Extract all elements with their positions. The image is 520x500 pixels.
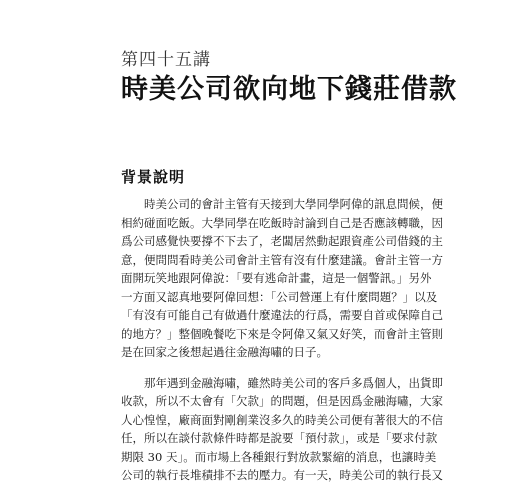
body-text: [121, 195, 443, 497]
text-line: 相約碰面吃飯。大學同學在吃飯時討論到自己是否應該轉職，因: [121, 215, 443, 230]
chapter-title: 時美公司欲向地下錢莊借款: [121, 74, 457, 105]
text-line: 任，所以在談付款條件時都是說要「預付款」，或是「要求付款: [121, 431, 438, 445]
section-heading: 背景說明: [121, 168, 186, 186]
text-line: 爲公司感覺快要撐不下去了，老闆居然動起跟資產公司借錢的主: [121, 234, 443, 248]
text-line: 人心惶惶，廠商面對剛創業沒多久的時美公司便有著很大的不信: [121, 412, 443, 427]
text-line: 面開玩笑地跟阿偉說：「要有逃命計畫，這是一個警訊。」另外: [121, 271, 432, 285]
text-line: 收款，所以不太會有「欠款」的問題，但是因爲金融海嘯，大家: [121, 394, 443, 408]
text-line: 是在回家之後想起過往金融海嘯的日子。: [121, 345, 328, 359]
text-line: 那年遇到金融海嘯，雖然時美公司的客戶多爲個人，出貨即: [144, 375, 443, 390]
text-line: 的地方？」整個晚餐吃下來是令阿偉又氣又好笑，而會計主管則: [121, 326, 443, 341]
text-line: 公司的執行長堆積排不去的壓力。有一天，時美公司的執行長又: [121, 468, 443, 482]
text-line: 意，便問問看時美公司會計主管有沒有什麼建議。會計主管一方: [121, 252, 443, 267]
lecture-number: 第四十五講: [121, 50, 211, 70]
text-line: 一方面又認真地要阿偉回想：「公司營運上有什麼問題？」以及: [121, 289, 438, 304]
text-line: 時美公司的會計主管有天接到大學同學阿偉的訊息問候，便: [144, 197, 443, 211]
paragraph-2: [121, 374, 443, 485]
paragraph-1: [121, 195, 443, 362]
text-line: 「有沒有可能自己有做過什麼違法的行爲，需要自首或保障自己: [121, 308, 443, 322]
text-line: 期限 30 天」。而市場上各種銀行對放款緊縮的消息，也讓時美: [121, 449, 437, 464]
